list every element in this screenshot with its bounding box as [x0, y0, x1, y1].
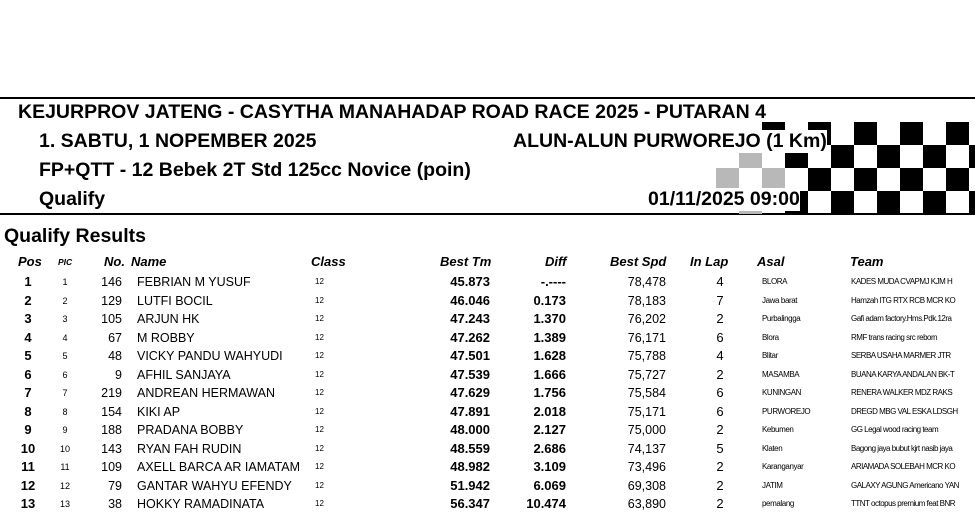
pos: 3	[24, 311, 32, 326]
in-lap: 2	[716, 459, 724, 474]
class: 12	[315, 499, 324, 508]
flag-square	[923, 191, 946, 214]
class: 12	[315, 295, 324, 305]
pic: 12	[59, 480, 70, 491]
best-speed: 76,202	[627, 312, 666, 326]
team: RMF trans racing src reborn	[851, 332, 938, 342]
rider-number: 219	[101, 386, 122, 400]
rider-number: 48	[108, 349, 122, 363]
rider-name: PRADANA BOBBY	[137, 423, 244, 437]
team: Bagong jaya bubut kjrt nasib jaya	[851, 443, 953, 453]
col-class: Class	[311, 254, 346, 269]
in-lap: 2	[716, 477, 724, 493]
col-pos: Pos	[18, 254, 42, 269]
class: 12	[315, 351, 324, 360]
team: Hamzah ITG RTX RCB MCR KO	[851, 295, 956, 305]
flag-square	[877, 191, 900, 214]
flag-square	[923, 145, 946, 168]
best-speed: 75,000	[627, 423, 666, 437]
col-no: No.	[104, 254, 125, 269]
asal: PURWOREJO	[762, 406, 811, 416]
class: 12	[315, 480, 324, 490]
rider-number: 129	[101, 293, 122, 308]
class: 12	[315, 314, 324, 323]
in-lap: 6	[716, 403, 724, 419]
table-row	[0, 292, 975, 311]
pic: 3	[62, 314, 68, 324]
pic: 13	[59, 499, 70, 509]
best-speed: 78,478	[627, 275, 666, 289]
table-row	[0, 329, 975, 348]
table-row	[0, 477, 975, 496]
best-speed: 69,308	[627, 478, 666, 493]
in-lap: 7	[716, 292, 724, 308]
session-datetime: 01/11/2025 09:00	[648, 188, 800, 210]
asal: BLORA	[762, 277, 788, 286]
in-lap: 2	[716, 311, 724, 326]
event-title: KEJURPROV JATENG - CASYTHA MANAHADAP ROAD RACE 2025 - PUTARAN 4	[18, 101, 766, 123]
diff: 1.756	[533, 385, 566, 400]
team: RENERA WALKER MDZ RAKS	[851, 388, 953, 397]
table-row	[0, 458, 975, 477]
rider-name: VICKY PANDU WAHYUDI	[137, 349, 283, 363]
best-time: 48.982	[450, 459, 490, 474]
best-time: 46.046	[450, 292, 490, 308]
class: 12	[315, 443, 324, 453]
rider-name: ANDREAN HERMAWAN	[137, 386, 275, 400]
pos: 5	[24, 348, 32, 363]
in-lap: 2	[716, 366, 724, 382]
col-asal: Asal	[757, 254, 785, 269]
pic: 9	[62, 425, 68, 435]
pos: 6	[24, 366, 32, 382]
class: 12	[315, 332, 324, 342]
team: ARIAMADA SOLEBAH MCR KO	[851, 462, 956, 471]
in-lap: 2	[716, 496, 724, 511]
rider-number: 146	[101, 275, 122, 289]
col-best-tm: Best Tm	[440, 254, 492, 269]
pos: 13	[20, 496, 36, 511]
header-top-rule	[0, 97, 975, 99]
diff: 1.389	[533, 329, 566, 345]
rider-name: HOKKY RAMADINATA	[137, 497, 265, 511]
best-time: 47.262	[450, 329, 490, 345]
diff: 1.370	[533, 311, 566, 326]
asal: Kebumen	[762, 425, 794, 434]
table-row	[0, 403, 975, 422]
asal: KUNINGAN	[762, 388, 802, 397]
best-time: 51.942	[450, 477, 490, 493]
best-speed: 73,496	[627, 460, 666, 474]
diff: 6.069	[533, 477, 566, 493]
pos: 8	[24, 403, 32, 419]
pic: 4	[62, 332, 68, 343]
asal: Purbalingga	[762, 314, 801, 323]
diff: -.----	[540, 274, 566, 289]
asal: MASAMBA	[762, 369, 800, 379]
pos: 9	[24, 422, 32, 437]
table-row	[0, 495, 975, 514]
flag-square	[900, 122, 923, 145]
class: 12	[315, 425, 324, 434]
best-time: 48.000	[450, 422, 490, 437]
best-time: 47.501	[450, 348, 490, 363]
best-speed: 78,183	[627, 293, 666, 308]
in-lap: 2	[716, 422, 724, 437]
team: KADES MUDA CVAPMJ KJM H	[851, 277, 953, 286]
venue: ALUN-ALUN PURWOREJO (1 Km)	[513, 130, 827, 152]
flag-square	[831, 191, 854, 214]
flag-square	[946, 168, 969, 191]
diff: 10.474	[526, 496, 566, 511]
best-speed: 75,171	[627, 404, 666, 419]
best-time: 45.873	[450, 274, 490, 289]
class: 12	[315, 277, 324, 286]
rider-name: FEBRIAN M YUSUF	[137, 275, 251, 289]
team: GG Legal wood racing team	[851, 425, 939, 434]
pos: 12	[20, 477, 36, 493]
team: TTNT octopus premium feat BNR	[851, 499, 956, 508]
rider-number: 109	[101, 460, 122, 474]
table-row	[0, 347, 975, 366]
class: 12	[315, 406, 324, 416]
best-speed: 76,171	[627, 330, 666, 345]
class: 12	[315, 462, 324, 471]
pos: 4	[24, 329, 32, 345]
diff: 2.127	[533, 422, 566, 437]
table-row	[0, 440, 975, 459]
diff: 1.628	[533, 348, 566, 363]
table-row	[0, 384, 975, 403]
rider-name: KIKI AP	[137, 404, 181, 419]
col-name: Name	[131, 254, 167, 269]
rider-name: AXELL BARCA AR IAMATAM	[137, 460, 301, 474]
pic: 11	[60, 462, 70, 472]
rider-name: GANTAR WAHYU EFENDY	[137, 478, 292, 493]
pos: 10	[20, 440, 36, 456]
flag-square	[831, 145, 854, 168]
diff: 2.018	[533, 403, 566, 419]
rider-number: 67	[108, 330, 122, 345]
best-speed: 75,788	[627, 349, 666, 363]
flag-square	[969, 191, 975, 214]
in-lap: 4	[716, 348, 724, 363]
team: SERBA USAHA MARMER JTR	[851, 351, 951, 360]
team: DREGD MBG VAL ESKA LDSGH	[851, 406, 958, 416]
class-title: FP+QTT - 12 Bebek 2T Std 125cc Novice (poin)	[39, 159, 471, 181]
best-speed: 75,727	[627, 367, 666, 382]
pos: 11	[21, 459, 35, 474]
rider-number: 154	[101, 404, 122, 419]
pic: 8	[62, 406, 68, 417]
best-time: 47.629	[450, 385, 490, 400]
best-time: 47.891	[450, 403, 490, 419]
asal: Klaten	[762, 443, 783, 453]
asal: Blora	[762, 332, 779, 342]
best-speed: 74,137	[627, 441, 666, 456]
best-speed: 75,584	[627, 386, 666, 400]
best-speed: 63,890	[627, 497, 666, 511]
results-title: Qualify Results	[4, 225, 146, 247]
class: 12	[315, 388, 324, 397]
pos: 1	[24, 274, 32, 289]
flag-square	[900, 168, 923, 191]
class: 12	[315, 369, 324, 379]
asal: Blitar	[762, 351, 778, 360]
session-name: Qualify	[39, 188, 106, 210]
col-in-lap: In Lap	[690, 254, 729, 269]
rider-number: 105	[101, 312, 122, 326]
table-row	[0, 421, 975, 440]
team: Gafi adam factory.Hms.Pdk.12ra	[851, 314, 952, 323]
in-lap: 4	[716, 274, 724, 289]
table-row	[0, 366, 975, 385]
pic: 5	[62, 351, 68, 361]
pic: 10	[59, 443, 70, 454]
rider-name: AFHIL SANJAYA	[137, 367, 231, 382]
table-row	[0, 310, 975, 329]
col-best-spd: Best Spd	[610, 254, 667, 269]
rider-number: 188	[101, 423, 122, 437]
col-diff: Diff	[545, 254, 567, 269]
best-time: 56.347	[450, 496, 490, 511]
best-time: 47.539	[450, 366, 490, 382]
best-time: 48.559	[450, 440, 490, 456]
rider-name: ARJUN HK	[137, 312, 200, 326]
in-lap: 5	[716, 440, 724, 456]
asal: pemalang	[762, 499, 794, 508]
pos: 7	[24, 385, 32, 400]
pic: 6	[62, 369, 68, 380]
diff: 1.666	[533, 366, 566, 382]
col-team: Team	[850, 254, 884, 269]
rider-number: 38	[108, 497, 122, 511]
pos: 2	[24, 292, 32, 308]
rider-number: 143	[101, 441, 122, 456]
flag-square	[854, 122, 877, 145]
in-lap: 6	[716, 385, 724, 400]
col-pic: PIC	[58, 257, 73, 267]
diff: 3.109	[533, 459, 566, 474]
in-lap: 6	[716, 329, 724, 345]
rider-name: LUTFI BOCIL	[137, 293, 213, 308]
diff: 2.686	[533, 440, 566, 456]
team: GALAXY AGUNG Americano YAN	[851, 480, 959, 490]
flag-square	[877, 145, 900, 168]
diff: 0.173	[533, 292, 566, 308]
table-row	[0, 273, 975, 292]
pic: 7	[62, 388, 68, 398]
rider-name: M ROBBY	[137, 330, 195, 345]
asal: JATIM	[762, 480, 783, 490]
pic: 2	[62, 295, 68, 306]
pic: 1	[62, 277, 68, 287]
asal: Karanganyar	[762, 462, 804, 471]
rider-number: 79	[108, 478, 122, 493]
asal: Jawa barat	[762, 295, 798, 305]
flag-square	[808, 168, 831, 191]
rider-name: RYAN FAH RUDIN	[137, 441, 242, 456]
flag-square	[946, 122, 969, 145]
flag-square	[854, 168, 877, 191]
rider-number: 9	[115, 367, 122, 382]
round-date: 1. SABTU, 1 NOPEMBER 2025	[39, 130, 317, 152]
flag-square	[969, 145, 975, 168]
team: BUANA KARYA ANDALAN BK-T	[851, 369, 955, 379]
best-time: 47.243	[450, 311, 490, 326]
